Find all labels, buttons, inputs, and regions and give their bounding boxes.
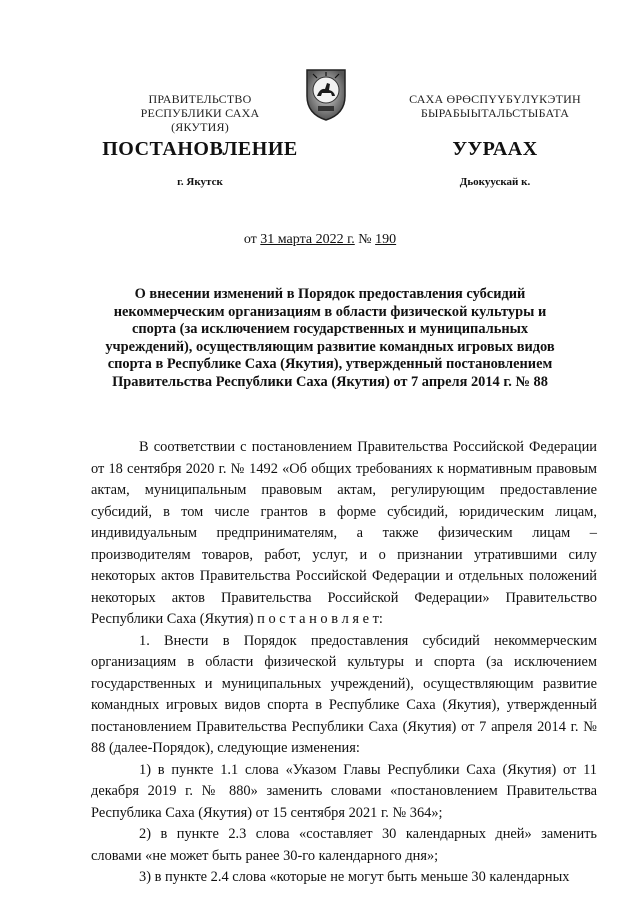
decree-word: п о с т а н о в л я е т: — [257, 611, 383, 627]
date-prefix: от — [243, 232, 257, 247]
decree-number: 190 — [375, 232, 397, 247]
government-name-ru-line1: ПРАВИТЕЛЬСТВО — [148, 92, 252, 106]
document-type-sah: УУРААХ — [452, 138, 538, 160]
city-sah: Дьокуускай к. — [459, 176, 531, 188]
decree-body — [91, 437, 597, 889]
subitem-1-paragraph: 1) в пункте 1.1 слова «Указом Главы Республики Саха (Якутия) от 11 декабря 2019 г. № 880» заменить словами «постановлением Правительства Республика Саха (Якутия) от 15 сентября 2021 г. № 364»; — [91, 761, 597, 821]
government-name-ru-line2: РЕСПУБЛИКИ САХА (ЯКУТИЯ) — [140, 106, 260, 134]
preamble-paragraph — [91, 437, 597, 631]
government-name-sah-line2: БЫРАБЫЫТАЛЬСТЫБАТА — [420, 106, 570, 120]
government-name-ru — [112, 92, 288, 134]
coat-of-arms-icon — [303, 66, 349, 122]
subitem-3-paragraph: 3) в пункте 2.4 слова «которые не могут быть меньше 30 календарных — [139, 869, 570, 885]
city-ru: г. Якутск — [177, 176, 223, 188]
number-sign: № — [358, 232, 372, 247]
decree-date-number — [0, 232, 640, 248]
preamble-text: В соответствии с постановлением Правительства Российской Федерации от 18 сентября 2020 г. № 1492 «Об общих требованиях к нормативным правовым актам, муниципальным правовым актам, регулирующим предоставление субсидий, в том числе грантов в форме субсидий, юридическим лицам, индивидуальным предпринимателям, а также физическим лицам – производителям товаров, работ, услуг, и о признании утратившими силу некоторых актов Правительства Российской Федерации и отдельных положений некоторых актов Правительства Российской Федерации» Правительство Республики Саха (Якутия) — [91, 439, 597, 627]
item-1-paragraph: 1. Внести в Порядок предоставления субсидий некоммерческим организациям в области физической культуры и спорта (за исключением государственных и муниципальных учреждений), осуществляющим развитие командных игровых видов спорта в Республике Саха (Якутия), утвержденный постановлением Правительства Республики Саха (Якутия) от 7 апреля 2014 г. № 88 (далее-Порядок), следующие изменения: — [91, 632, 597, 756]
government-name-sah — [395, 92, 595, 120]
decree-date: 31 марта 2022 г. — [260, 232, 355, 247]
subitem-2-paragraph: 2) в пункте 2.3 слова «составляет 30 календарных дней» заменить словами «не может быть ранее 30-го календарного дня»; — [91, 826, 597, 864]
document-type-ru: ПОСТАНОВЛЕНИЕ — [102, 138, 298, 160]
government-name-sah-line1: САХА ӨРӨСПҮҮБҮЛҮКЭТИН — [409, 92, 581, 106]
decree-heading: О внесении изменений в Порядок предоставления субсидий некоммерческим организациям в области физической культуры и спорта (за исключением государственных и муниципальных учреждений), осуществляющим развитие командных игровых видов спорта в Республике Саха (Якутия), утвержденный постановлением Правительства Республики Саха (Якутия) от 7 апреля 2014 г. № 88 — [105, 286, 555, 390]
